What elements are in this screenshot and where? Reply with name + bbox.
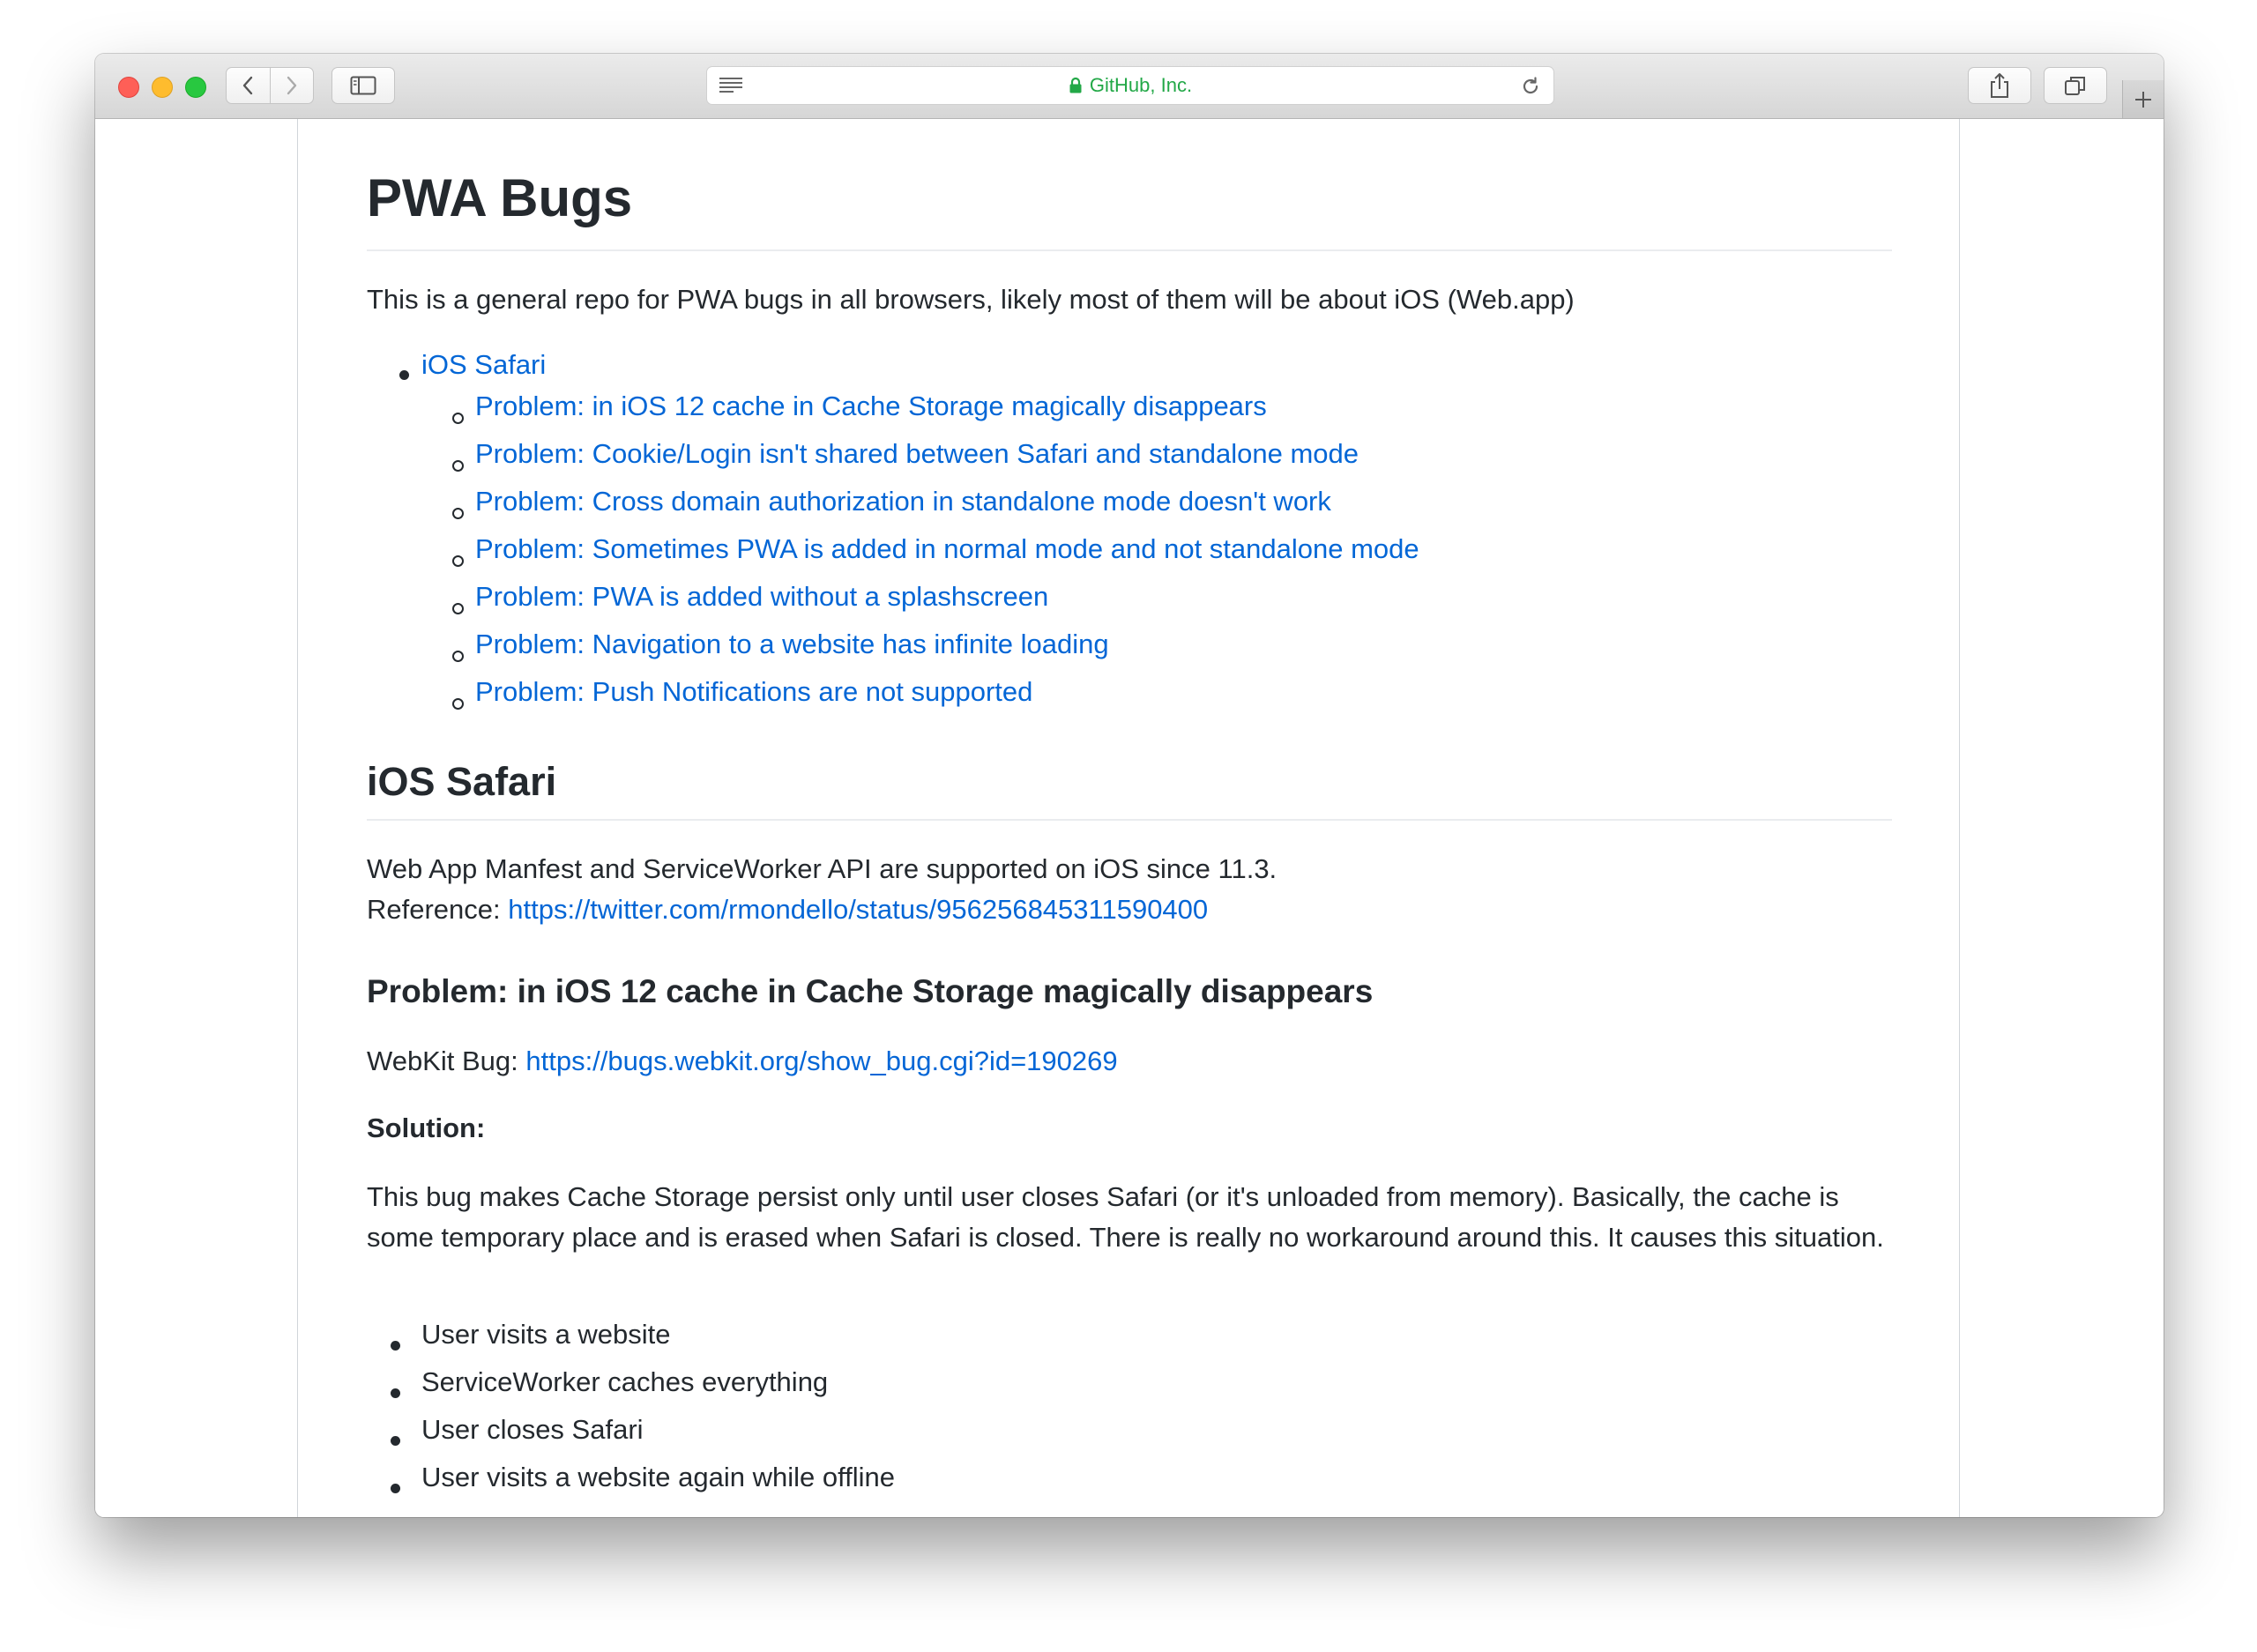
bullet-disc: [391, 1341, 400, 1351]
bullet-disc: [391, 1436, 400, 1446]
list-item: User visits a website again while offline: [421, 1462, 896, 1492]
chevron-left-icon: [241, 75, 255, 96]
address-display: [707, 67, 1553, 104]
reload-icon[interactable]: [1520, 76, 1541, 97]
address-text: GitHub, Inc.: [1089, 74, 1193, 96]
bullet-circle: [452, 698, 464, 710]
bullet-circle: [452, 651, 464, 662]
list-item: User closes Safari: [421, 1414, 644, 1445]
intro-text: This is a general repo for PWA bugs in all browsers, likely most of them will be about iOS (Web.app): [367, 284, 1575, 315]
webkit-bug-label: WebKit Bug:: [367, 1046, 526, 1076]
share-icon: [1989, 72, 2010, 99]
title-divider: [367, 249, 1892, 251]
minimize-window-button[interactable]: [152, 77, 173, 98]
webkit-bug-line: [367, 1041, 1118, 1082]
list-item: ServiceWorker caches everything: [421, 1366, 829, 1397]
solution-label: Solution:: [367, 1112, 486, 1143]
reference-link[interactable]: https://twitter.com/rmondello/status/956256845311590400: [508, 894, 1209, 925]
problem-description: This bug makes Cache Storage persist only until user closes Safari (or it's unloaded from memory). Basically, the cache is some temporary place and is erased when Safari is closed. There is really no workaround around this. It causes this situation.: [367, 1181, 1884, 1253]
sidebar-icon: [350, 76, 376, 95]
bullet-circle: [452, 413, 464, 424]
reference-label: Reference:: [367, 894, 509, 925]
toc-link-problem[interactable]: Problem: Navigation to a website has infinite loading: [475, 629, 1109, 659]
toc-link-problem[interactable]: Problem: in iOS 12 cache in Cache Storage magically disappears: [475, 391, 1267, 421]
section-divider: [367, 819, 1892, 821]
bullet-disc: [391, 1388, 400, 1398]
toc-link-problem[interactable]: Problem: PWA is added without a splashscreen: [475, 581, 1049, 612]
bullet-circle: [452, 555, 464, 567]
bullet-disc: [399, 370, 409, 380]
browser-window: [95, 54, 2164, 1517]
sidebar-toggle-button[interactable]: [331, 67, 395, 104]
share-button[interactable]: [1968, 67, 2031, 104]
bullet-circle: [452, 460, 464, 472]
chevron-right-icon: [285, 75, 299, 96]
toc-link-problem[interactable]: Problem: Sometimes PWA is added in normal mode and not standalone mode: [475, 533, 1419, 564]
page-viewport: [95, 119, 2164, 1517]
toc-link-problem[interactable]: Problem: Cross domain authorization in standalone mode doesn't work: [475, 486, 1331, 517]
reference-line: [367, 889, 1208, 930]
toc-link-problem[interactable]: Problem: Push Notifications are not supported: [475, 676, 1033, 707]
navigation-buttons: [226, 67, 314, 104]
lock-icon: [1069, 77, 1083, 94]
toc-link-problem[interactable]: Problem: Cookie/Login isn't shared between Safari and standalone mode: [475, 438, 1359, 469]
back-button[interactable]: [227, 68, 270, 103]
browser-toolbar: [95, 54, 2164, 119]
toc-link-ios-safari[interactable]: iOS Safari: [421, 349, 547, 380]
close-window-button[interactable]: [118, 77, 139, 98]
section-heading-ios-safari: iOS Safari: [367, 759, 557, 804]
list-item: User visits a website: [421, 1319, 671, 1350]
support-text: Web App Manfest and ServiceWorker API are supported on iOS since 11.3.: [367, 853, 1277, 884]
plus-icon: [2134, 90, 2153, 109]
address-bar[interactable]: [706, 66, 1554, 105]
problem-heading: Problem: in iOS 12 cache in Cache Storage magically disappears: [367, 973, 1374, 1009]
show-tabs-button[interactable]: [2044, 67, 2107, 104]
bullet-disc: [391, 1484, 400, 1493]
tabs-overview-icon: [2064, 75, 2087, 96]
bullet-circle: [452, 603, 464, 614]
zoom-window-button[interactable]: [185, 77, 206, 98]
page-title: PWA Bugs: [367, 168, 633, 227]
new-tab-button[interactable]: [2122, 80, 2164, 118]
forward-button[interactable]: [270, 68, 314, 103]
bullet-circle: [452, 508, 464, 519]
readme-container: [297, 119, 1960, 1517]
webkit-bug-link[interactable]: https://bugs.webkit.org/show_bug.cgi?id=190269: [525, 1046, 1118, 1076]
